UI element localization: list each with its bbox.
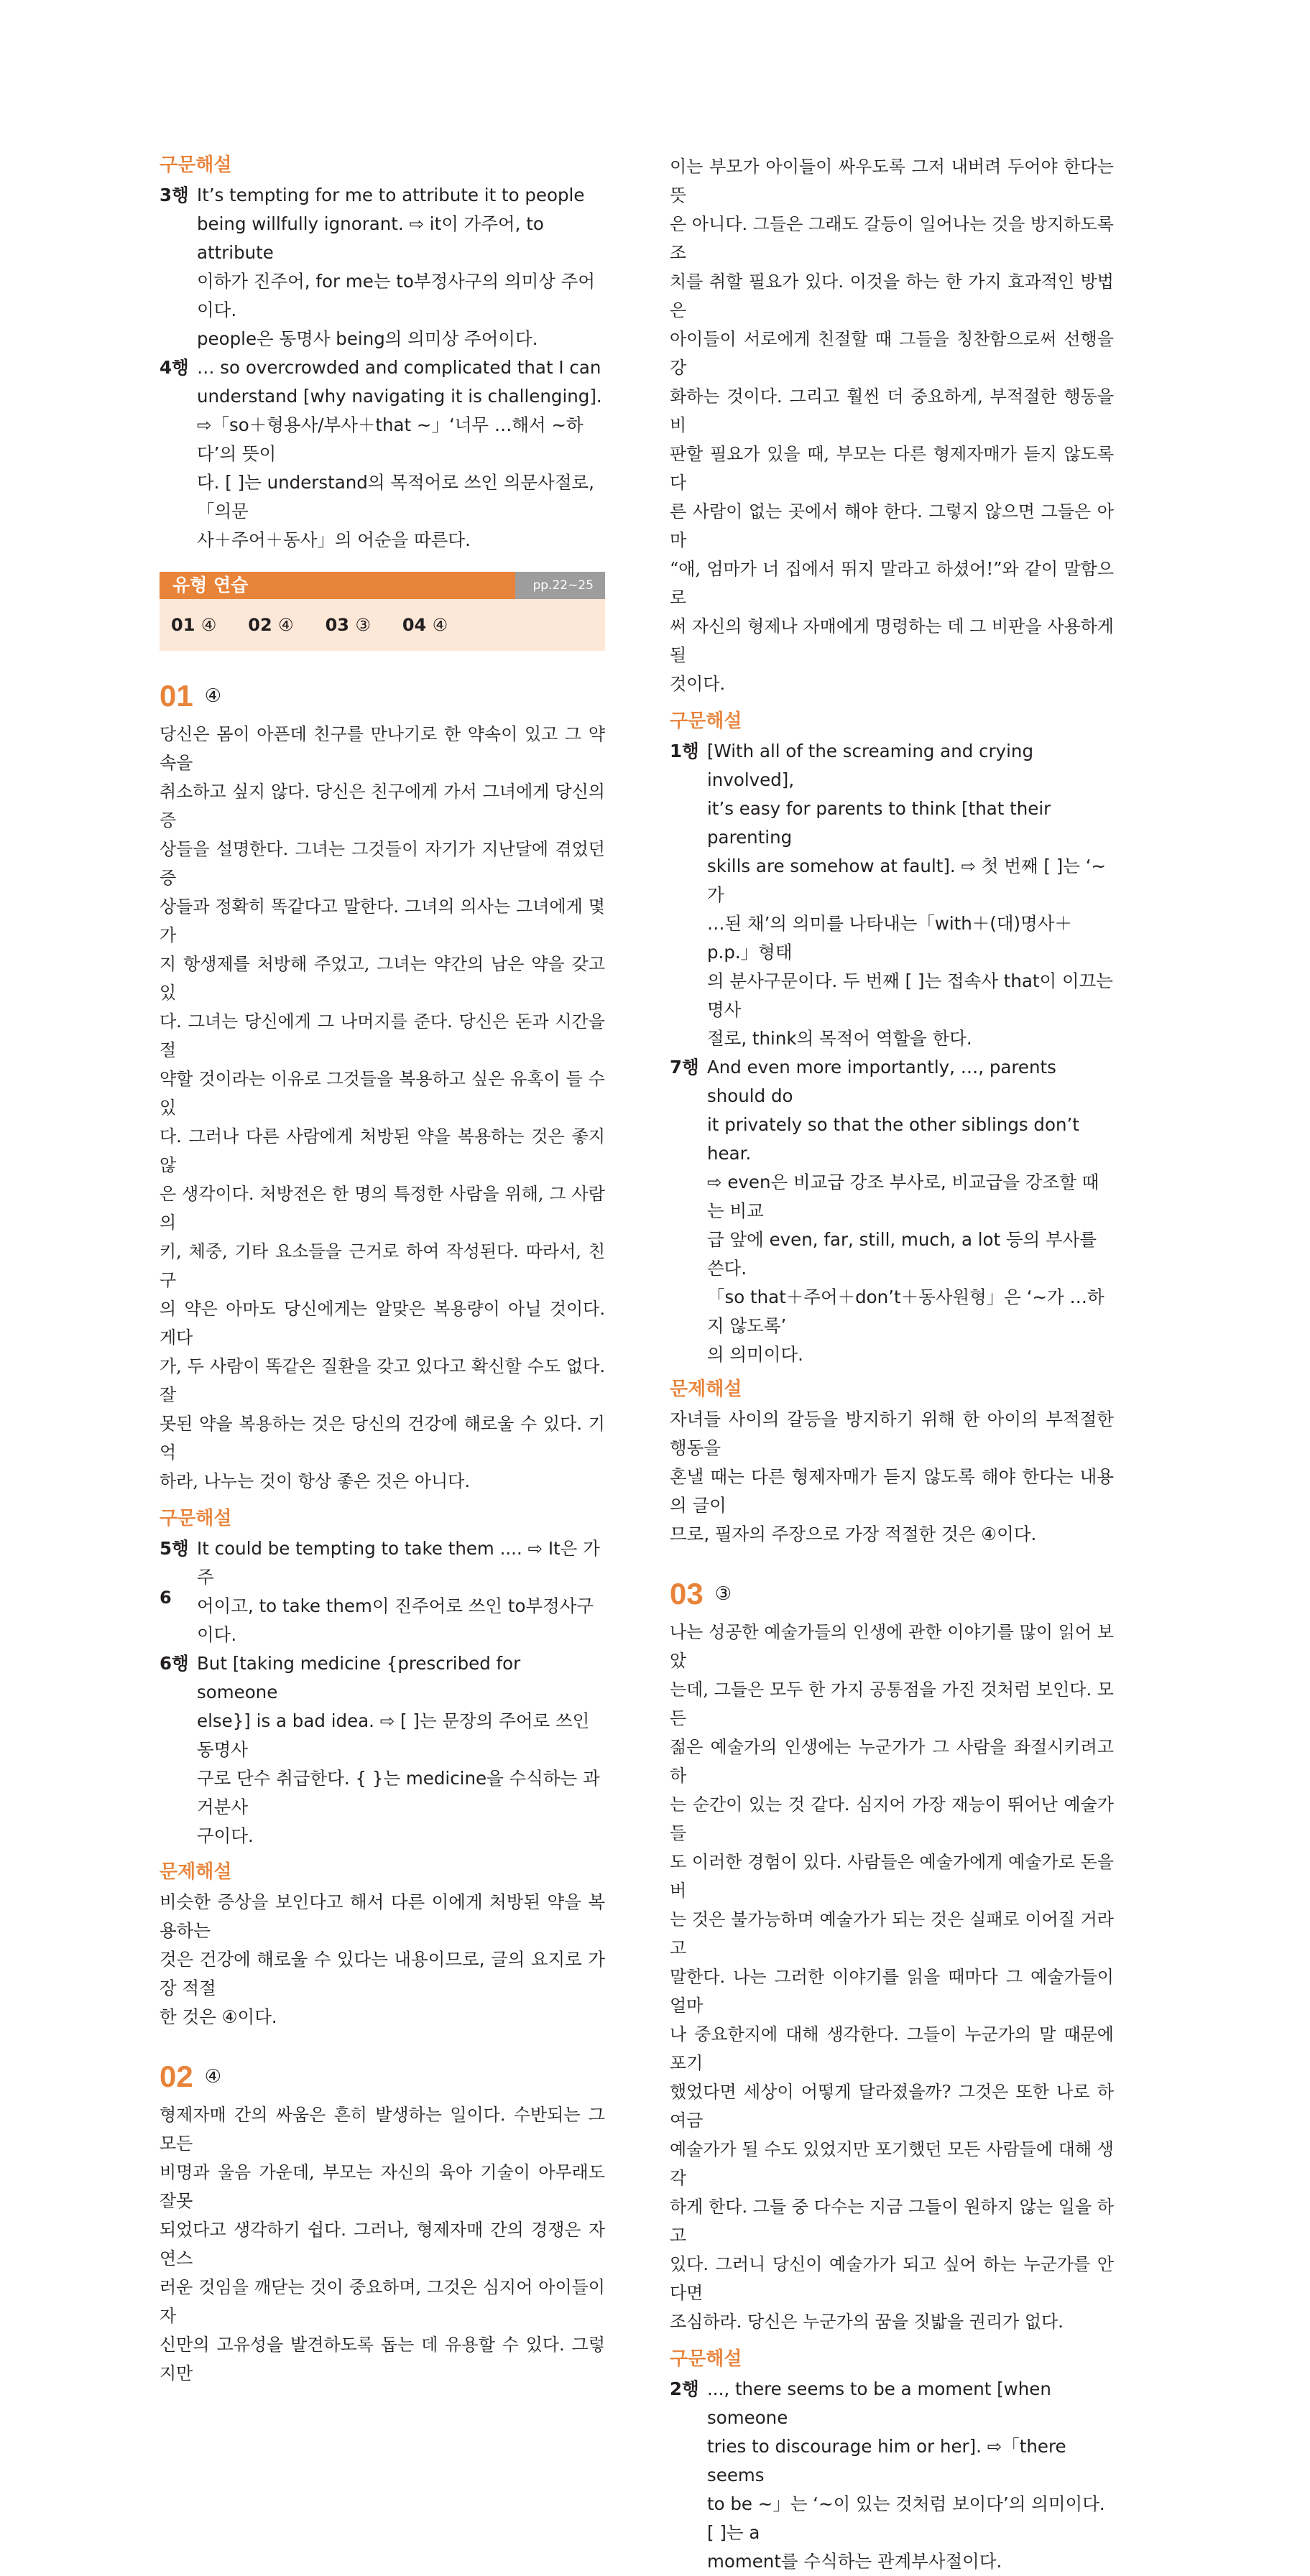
section-heading: 문제해설 — [160, 1861, 232, 1883]
grammar-section-3 — [670, 708, 1114, 1369]
note-line: tries to discourage him or her]. ⇨「there seems — [707, 2436, 1066, 2485]
line-ref: 6행 — [160, 1653, 189, 1674]
text-line: 다. 그녀는 당신에게 그 나머지를 준다. 당신은 돈과 시간을 절 — [160, 1011, 605, 1060]
answer-item — [402, 615, 448, 635]
section-heading: 문제해설 — [670, 1379, 742, 1400]
practice-title: 유형 연습 — [160, 572, 515, 599]
question-header — [160, 677, 605, 715]
note-line: moment를 수식하는 관계부사절이다. — [707, 2551, 1002, 2572]
practice-pages: pp.22~25 — [515, 572, 605, 599]
question-answer: ③ — [714, 1583, 732, 1605]
line-ref: 1행 — [670, 741, 699, 761]
answer-choice: ③ — [355, 615, 371, 635]
grammar-note-4 — [160, 353, 605, 555]
grammar-note-6 — [160, 1649, 605, 1850]
text-line: 이는 부모가 아이들이 싸우도록 그저 내버려 두어야 한다는 뜻 — [670, 157, 1114, 205]
note-line: 구로 단수 취급한다. { }는 medicine을 수식하는 과거분사 — [197, 1768, 600, 1817]
text-line: 젊은 예술가의 인생에는 누군가가 그 사람을 좌절시키려고 하 — [670, 1737, 1114, 1786]
grammar-note-3 — [160, 181, 605, 353]
note-line: … so overcrowded and complicated that I can — [197, 357, 601, 378]
answer-choice: ④ — [432, 615, 448, 635]
text-line: 조심하라. 당신은 누군가의 꿈을 짓밟을 권리가 없다. — [670, 2312, 1064, 2332]
grammar-section-4 — [670, 2346, 1114, 2576]
question-03 — [670, 1575, 1114, 2336]
note-line: 다. [ ]는 understand의 목적어로 쓰인 의문사절로,「의문 — [197, 472, 594, 522]
note-line: 이하가 진주어, for me는 to부정사구의 의미상 주어이다. — [197, 271, 596, 320]
line-ref: 4행 — [160, 357, 189, 378]
text-line: 하게 한다. 그들 중 다수는 지금 그들이 원하지 않는 일을 하고 — [670, 2197, 1114, 2246]
explanation-text — [160, 1888, 605, 2031]
note-line: [With all of the screaming and crying involved], — [707, 741, 1033, 790]
question-02 — [160, 2057, 605, 2388]
grammar-section-2 — [160, 1506, 605, 1850]
note-line: 구이다. — [197, 1825, 254, 1846]
answer-item — [171, 615, 216, 635]
note-line: It’s tempting for me to attribute it to people — [197, 185, 585, 205]
text-line: “애, 엄마가 너 집에서 뛰지 말라고 하셨어!”와 같이 말함으로 — [670, 559, 1114, 608]
text-line: 치를 취할 필요가 있다. 이것을 하는 한 가지 효과적인 방법은 — [670, 272, 1114, 320]
note-line: being willfully ignorant. ⇨ it이 가주어, to attribute — [197, 213, 544, 263]
answer-choice: ④ — [200, 615, 217, 635]
answer-number: 02 — [248, 615, 272, 635]
section-heading: 구문해설 — [670, 710, 742, 732]
text-line: 은 생각이다. 처방전은 한 명의 특정한 사람을 위해, 그 사람의 — [160, 1184, 605, 1233]
note-line: 「so that＋주어＋don’t＋동사원형」은 ‘~가 …하지 않도록’ — [707, 1287, 1104, 1336]
text-line: 했었다면 세상이 어떻게 달라졌을까? 그것은 또한 나로 하여금 — [670, 2082, 1114, 2131]
text-line: 있다. 그러니 당신이 예술가가 되고 싶어 하는 누군가를 안다면 — [670, 2254, 1114, 2303]
section-heading: 구문해설 — [160, 154, 232, 176]
text-line: 되었다고 생각하기 쉽다. 그러나, 형제자매 간의 경쟁은 자연스 — [160, 2220, 605, 2269]
note-line: And even more importantly, …, parents should do — [707, 1057, 1056, 1106]
note-line: understand [why navigating it is challenging]. — [197, 386, 602, 407]
text-line: 약할 것이라는 이유로 그것들을 복용하고 싶은 유혹이 들 수 있 — [160, 1069, 605, 1118]
text-line: 상들과 정확히 똑같다고 말한다. 그녀의 의사는 그녀에게 몇 가 — [160, 896, 605, 945]
text-line: 말한다. 나는 그러한 이야기를 읽을 때마다 그 예술가들이 얼마 — [670, 1967, 1114, 2016]
text-line: 상들을 설명한다. 그녀는 그것들이 자기가 지난달에 겪었던 증 — [160, 839, 605, 888]
text-line: 혼낼 때는 다른 형제자매가 듣지 않도록 해야 한다는 내용의 글이 — [670, 1466, 1114, 1516]
note-line: it privately so that the other siblings don’t hear. — [707, 1114, 1079, 1164]
text-line: 은 아니다. 그들은 그래도 갈등이 일어나는 것을 방지하도록 조 — [670, 214, 1114, 263]
answer-number: 03 — [325, 615, 349, 635]
section-heading: 구문해설 — [160, 1508, 232, 1529]
text-line: 화하는 것이다. 그리고 훨씬 더 중요하게, 부적절한 행동을 비 — [670, 386, 1114, 435]
text-line: 가, 두 사람이 똑같은 질환을 갖고 있다고 확신할 수도 없다. 잘 — [160, 1356, 605, 1405]
text-line: 러운 것임을 깨닫는 것이 중요하며, 그것은 심지어 아이들이 자 — [160, 2277, 605, 2326]
text-line: 것은 건강에 해로울 수 있다는 내용이므로, 글의 요지로 가장 적절 — [160, 1949, 605, 1998]
question-number: 02 — [160, 2060, 193, 2093]
text-line: 비슷한 증상을 보인다고 해서 다른 이에게 처방된 약을 복용하는 — [160, 1891, 605, 1941]
grammar-section-1 — [160, 152, 605, 555]
note-line: But [taking medicine {prescribed for someone — [197, 1653, 521, 1702]
problem-section-1 — [160, 1859, 605, 2031]
answer-item — [248, 615, 293, 635]
note-line: ⇨「so＋형용사/부사＋that ~」‘너무 …해서 ~하다’의 뜻이 — [197, 414, 583, 464]
text-line: 예술가가 될 수도 있었지만 포기했던 모든 사람들에 대해 생각 — [670, 2139, 1114, 2188]
note-line: ⇨ even은 비교급 강조 부사로, 비교급을 강조할 때는 비교 — [707, 1172, 1099, 1221]
note-line: It could be tempting to take them .... ⇨ It은 가주 — [197, 1538, 600, 1588]
note-line: to be ~」는 ‘~이 있는 것처럼 보이다’의 의미이다. [ ]는 a — [707, 2493, 1105, 2543]
text-line: 써 자신의 형제나 자매에게 명령하는 데 그 비판을 사용하게 될 — [670, 616, 1114, 665]
line-ref: 3행 — [160, 185, 189, 205]
section-heading: 구문해설 — [670, 2348, 742, 2370]
question-answer: ④ — [204, 2066, 222, 2088]
practice-answers — [160, 599, 605, 651]
line-ref: 2행 — [670, 2378, 699, 2399]
question-01 — [160, 677, 605, 1496]
note-line: 사＋주어＋동사」의 어순을 따른다. — [197, 529, 471, 550]
answer-number: 04 — [402, 615, 427, 635]
grammar-note-1 — [670, 737, 1114, 1053]
translation-text — [160, 720, 605, 1496]
answer-number: 01 — [171, 615, 195, 635]
note-line: ..., there seems to be a moment [when someone — [707, 2378, 1051, 2428]
text-line: 취소하고 싶지 않다. 당신은 친구에게 가서 그녀에게 당신의 증 — [160, 782, 605, 830]
text-line: 는데, 그들은 모두 한 가지 공통점을 가진 것처럼 보인다. 모든 — [670, 1680, 1114, 1728]
text-line: 것이다. — [670, 674, 726, 694]
text-line: 다. 그러나 다른 사람에게 처방된 약을 복용하는 것은 좋지 않 — [160, 1126, 605, 1175]
text-line: 는 것은 불가능하며 예술가가 되는 것은 실패로 이어질 거라고 — [670, 1909, 1114, 1958]
text-line: 도 이러한 경험이 있다. 사람들은 예술가에게 예술가로 돈을 버 — [670, 1852, 1114, 1901]
note-line: 어이고, to take them이 진주어로 쓰인 to부정사구이다. — [197, 1595, 594, 1645]
translation-text — [160, 2100, 605, 2388]
text-line: 른 사람이 없는 곳에서 해야 한다. 그렇지 않으면 그들은 아마 — [670, 501, 1114, 550]
text-line: 당신은 몸이 아픈데 친구를 만나기로 한 약속이 있고 그 약속을 — [160, 724, 605, 773]
note-line: else}] is a bad idea. ⇨ [ ]는 문장의 주어로 쓰인 동명사 — [197, 1710, 590, 1760]
note-line: it’s easy for parents to think [that their parenting — [707, 798, 1051, 848]
text-line: 의 약은 아마도 당신에게는 알맞은 복용량이 아닐 것이다. 게다 — [160, 1299, 605, 1348]
explanation-text — [670, 1405, 1114, 1549]
text-line: 못된 약을 복용하는 것은 당신의 건강에 해로울 수 있다. 기억 — [160, 1414, 605, 1463]
line-ref: 5행 — [160, 1538, 189, 1559]
text-line: 지 항생제를 처방해 주었고, 그녀는 약간의 남은 약을 갖고 있 — [160, 954, 605, 1003]
problem-section-2 — [670, 1376, 1114, 1549]
note-line: skills are somehow at fault]. ⇨ 첫 번째 [ ]는 ‘~가 — [707, 856, 1107, 905]
grammar-note-2 — [670, 2375, 1114, 2576]
text-line: 나는 성공한 예술가들의 인생에 관한 이야기를 많이 읽어 보았 — [670, 1622, 1114, 1671]
text-line: 자녀들 사이의 갈등을 방지하기 위해 한 아이의 부적절한 행동을 — [670, 1409, 1114, 1458]
question-header — [160, 2057, 605, 2096]
text-line: 한 것은 ④이다. — [160, 2006, 277, 2027]
answer-item — [326, 615, 371, 635]
text-line: 판할 필요가 있을 때, 부모는 다른 형제자매가 듣지 않도록 다 — [670, 444, 1114, 493]
translation-text-continued — [670, 152, 1114, 698]
note-line: …된 채’의 의미를 나타내는「with＋(대)명사＋p.p.」형태 — [707, 913, 1072, 963]
note-line: 의 의미이다. — [707, 1344, 803, 1365]
grammar-note-5 — [160, 1534, 605, 1649]
practice-answer-box — [160, 572, 605, 651]
question-answer: ④ — [204, 685, 222, 707]
right-column — [670, 152, 1114, 2576]
note-line: 급 앞에 even, far, still, much, a lot 등의 부사를 쓴다. — [707, 1229, 1097, 1279]
answer-choice: ④ — [278, 615, 294, 635]
practice-bar — [160, 572, 605, 599]
text-line: 키, 체중, 기타 요소들을 근거로 하여 작성된다. 따라서, 친구 — [160, 1241, 605, 1290]
question-number: 01 — [160, 679, 193, 713]
grammar-note-7 — [670, 1053, 1114, 1369]
note-line: 절로, think의 목적어 역할을 한다. — [707, 1028, 972, 1049]
question-header — [670, 1575, 1114, 1613]
text-line: 는 순간이 있는 것 같다. 심지어 가장 재능이 뛰어난 예술가들 — [670, 1794, 1114, 1843]
text-line: 므로, 필자의 주장으로 가장 적절한 것은 ④이다. — [670, 1524, 1037, 1544]
question-number: 03 — [670, 1577, 704, 1611]
text-line: 비명과 울음 가운데, 부모는 자신의 육아 기술이 아무래도 잘못 — [160, 2162, 605, 2211]
note-line: 의 분사구문이다. 두 번째 [ ]는 접속사 that이 이끄는 명사 — [707, 970, 1113, 1020]
text-line: 형제자매 간의 싸움은 흔히 발생하는 일이다. 수반되는 그 모든 — [160, 2105, 605, 2154]
note-line: people은 동명사 being의 의미상 주어이다. — [197, 328, 538, 349]
left-column — [160, 152, 605, 2388]
page-number: 6 — [160, 1588, 172, 1608]
translation-text — [670, 1618, 1114, 2336]
text-line: 하라, 나누는 것이 항상 좋은 것은 아니다. — [160, 1471, 470, 1491]
text-line: 아이들이 서로에게 친절할 때 그들을 칭찬함으로써 선행을 강 — [670, 329, 1114, 378]
text-line: 신만의 고유성을 발견하도록 돕는 데 유용할 수 있다. 그렇지만 — [160, 2335, 605, 2383]
line-ref: 7행 — [670, 1057, 699, 1078]
text-line: 나 중요한지에 대해 생각한다. 그들이 누군가의 말 때문에 포기 — [670, 2024, 1114, 2073]
